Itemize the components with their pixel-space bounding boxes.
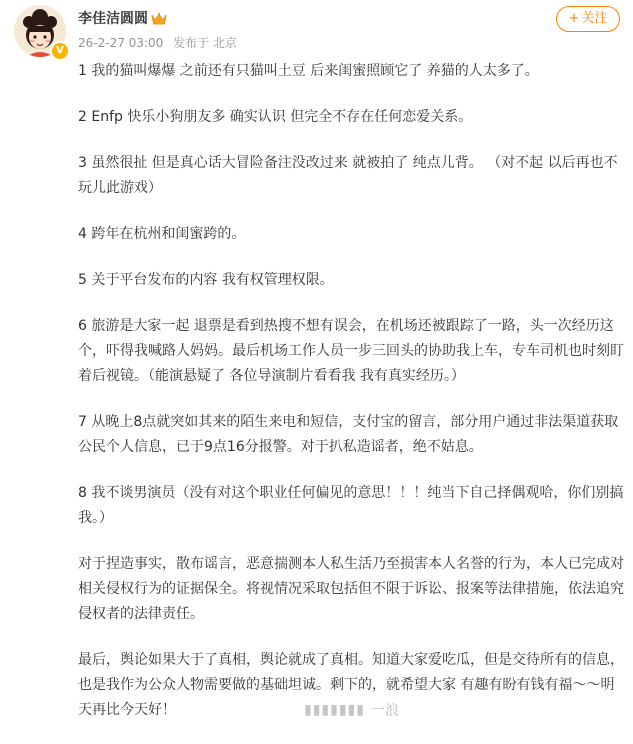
post-timestamp[interactable]: 26-2-27 03:00 (78, 36, 164, 50)
post-paragraph: 7 从晚上8点就突如其来的陌生来电和短信，支付宝的留言，部分用户通过非法渠道获取公民个人信息，已于9点16分报警。对于扒私造谣者，绝不姑息。 (78, 414, 619, 455)
post-content (78, 59, 625, 744)
crown-icon (151, 11, 167, 25)
post-paragraph: 2 Enfp 快乐小狗朋友多 确实认识 但完全不存在任何恋爱关系。 (78, 109, 473, 125)
author-line (78, 8, 167, 28)
post-paragraph: 4 跨年在杭州和闺蜜跨的。 (78, 226, 246, 242)
watermark-logo-icon: ▮▮▮▮▮▮▮ (304, 702, 365, 718)
post-meta (78, 34, 243, 51)
follow-label: 关注 (581, 11, 608, 26)
author-name[interactable]: 李佳洁圆圆 (78, 11, 148, 27)
post-location: 发布于 北京 (173, 36, 237, 50)
post-paragraph: 最后，舆论如果大于了真相，舆论就成了真相。知道大家爱吃瓜，但是交待所有的信息，也是我作为公众人物需要做的基础坦诚。剩下的，就希望大家 有趣有盼有钱有福～～明天再比今天好！ (78, 652, 624, 718)
verified-badge-icon: V (50, 41, 70, 61)
post-paragraph: 6 旅游是大家一起 退票是看到热搜不想有误会，在机场还被跟踪了一路，头一次经历这个，吓得我喊路人妈妈。最后机场工作人员一步三回头的协助我上车，专车司机也时刻盯着后视镜。（能演悬疑了 各位导演制片看看我 我有真实经历。） (78, 318, 624, 384)
post-paragraph: 5 关于平台发布的内容 我有权管理权限。 (78, 272, 334, 288)
post-paragraph: 8 我不谈男演员（没有对这个职业任何偏见的意思！！！纯当下自己择偶观哈，你们别搞我。） (78, 485, 624, 526)
post-paragraph: 对于捏造事实，散布谣言，恶意揣测本人私生活乃至损害本人名誉的行为，本人已完成对相关侵权行为的证据保全。将视情况采取包括但不限于诉讼、报案等法律措施，依法追究侵权者的法律责任。 (78, 556, 624, 622)
watermark (298, 699, 405, 721)
post-header (0, 0, 633, 64)
post-paragraph: 3 虽然很扯 但是真心话大冒险备注没改过来 就被拍了 纯点儿背。 （对不起 以后再也不玩儿此游戏） (78, 155, 618, 196)
follow-button[interactable] (556, 6, 620, 32)
watermark-text: 一浪 (370, 703, 399, 719)
post-paragraph: 1 我的猫叫爆爆 之前还有只猫叫土豆 后来闺蜜照顾它了 养猫的人太多了。 (78, 63, 539, 79)
plus-icon: + (568, 11, 580, 26)
